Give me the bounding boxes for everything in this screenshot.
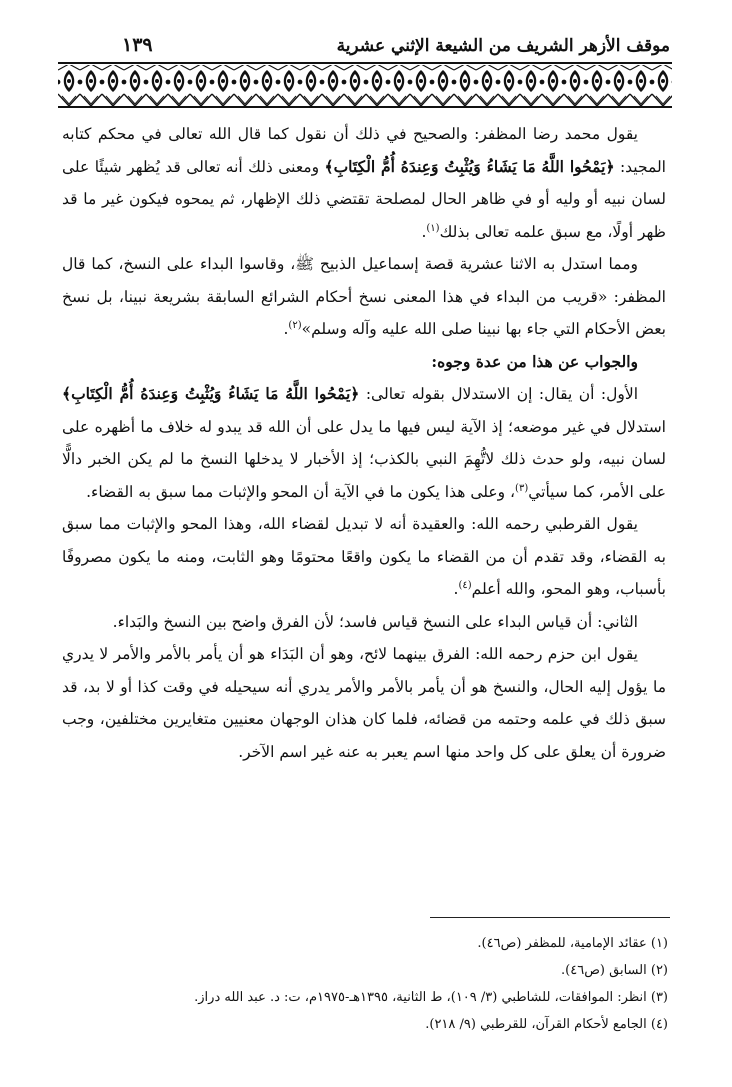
main-text — [62, 118, 666, 768]
paragraph-1: يقول محمد رضا المظفر: والصحيح في ذلك أن نقول كما قال الله تعالى في محكم كتابه المجيد: ﴿يَمْحُوا اللَّهُ مَا يَشَاءُ وَيُثْبِتُ وَعِندَهُ أُمُّ الْكِتَابِ﴾ ومعنى ذلك أنه تعالى قد يُظهر شيئًا على لسان نبيه أو وليه أو في ظاهر الحال لمصلحة تقتضي ذلك الإظهار، ثم يمحوه فيكون غير ما قد ظهر أولًا، مع سبق علمه تعالى بذلك$^{(١)}$. — [62, 125, 666, 241]
quran-verse: ﴿يَمْحُوا اللَّهُ مَا يَشَاءُ وَيُثْبِتُ وَعِندَهُ أُمُّ الْكِتَابِ﴾ — [324, 156, 615, 176]
footnote-ref-1: (١) — [426, 222, 440, 234]
paragraph-7: يقول ابن حزم رحمه الله: الفرق بينهما لائح، وهو أن البَدَاء هو أن يأمر بالأمر والأمر لا يدري ما يؤول إليه الحال، والنسخ هو أن يأمر بالأمر والأمر يدري أنه سيحيله في وقت كذا أو لا بد، قد سبق ذلك في علمه وحتمه من قضائه، فلما كان هذان الوجهان معنيين متغايرين مختلفين، وجب ضرورة أن يعلق على كل واحد منها اسم يعبر به عنه غير اسم الآخر. — [62, 645, 666, 761]
quran-verse: ﴿يَمْحُوا اللَّهُ مَا يَشَاءُ وَيُثْبِتُ وَعِندَهُ أُمُّ الْكِتَابِ﴾ — [62, 384, 360, 403]
footnote-1: (١) عقائد الإمامية، للمظفر (ص٤٦). — [477, 936, 668, 951]
page-number: ١٣٩ — [122, 34, 153, 56]
footnote-divider — [430, 917, 670, 918]
footnote-ref-4: (٤) — [458, 579, 472, 591]
paragraph-3: والجواب عن هذا من عدة وجوه: — [431, 351, 638, 371]
footnote-3: (٣) انظر: الموافقات، للشاطبي (٣/ ١٠٩)، ط الثانية، ١٣٩٥هـ-١٩٧٥م، ت: د. عبد الله دراز. — [194, 990, 668, 1005]
footnote-ref-2: (٢) — [288, 319, 302, 331]
decorative-border — [58, 62, 672, 108]
paragraph-2: ومما استدل به الاثنا عشرية قصة إسماعيل الذبيح ﷺ، وقاسوا البداء على النسخ، كما قال المظفر: «قريب من البداء في هذا المعنى نسخ أحكام الشرائع السابقة بشريعة نبينا، بل نسخ بعض الأحكام التي جاء بها نبينا صلى الله عليه وآله وسلم»$^{(٢)}$. — [62, 255, 666, 338]
footnote-2: (٢) السابق (ص٤٦). — [561, 963, 668, 978]
page-header — [60, 34, 670, 64]
footnotes — [62, 930, 668, 1038]
paragraph-6: الثاني: أن قياس البداء على النسخ قياس فاسد؛ لأن الفرق واضح بين النسخ والبَداء. — [112, 612, 638, 631]
footnote-4: (٤) الجامع لأحكام القرآن، للقرطبي (٩/ ٢١٨). — [425, 1017, 668, 1032]
paragraph-5: يقول القرطبي رحمه الله: والعقيدة أنه لا تبديل لقضاء الله، وهذا المحو والإثبات مما سبق به القضاء، وقد تقدم أن من القضاء ما يكون واقعًا محتومًا وهو الثابت، ومنه ما يكون مصروفًا بأسباب، وهو المحو، والله أعلم$^{(٤)}$. — [62, 515, 666, 598]
running-title: موقف الأزهر الشريف من الشيعة الإثني عشرية — [336, 36, 670, 56]
footnote-ref-3: (٣) — [515, 482, 529, 494]
paragraph-4: الأول: أن يقال: إن الاستدلال بقوله تعالى: ﴿يَمْحُوا اللَّهُ مَا يَشَاءُ وَيُثْبِتُ وَعِندَهُ أُمُّ الْكِتَابِ﴾ استدلال في غير موضعه؛ إذ الآية ليس فيها ما يدل على أن الله قد يبدو له خلاف ما أظهره على لسان نبيه، ولو حدث ذلك لاتُّهِمَ النبي بالكذب؛ إذ الأخبار لا يدخلها النسخ ما لم يكن الخبر دالًّا على الأمر، كما سيأتي$^{(٣)}$، وعلى هذا يكون ما في الآية أن المحو والإثبات مما سبق به القضاء. — [62, 384, 666, 501]
